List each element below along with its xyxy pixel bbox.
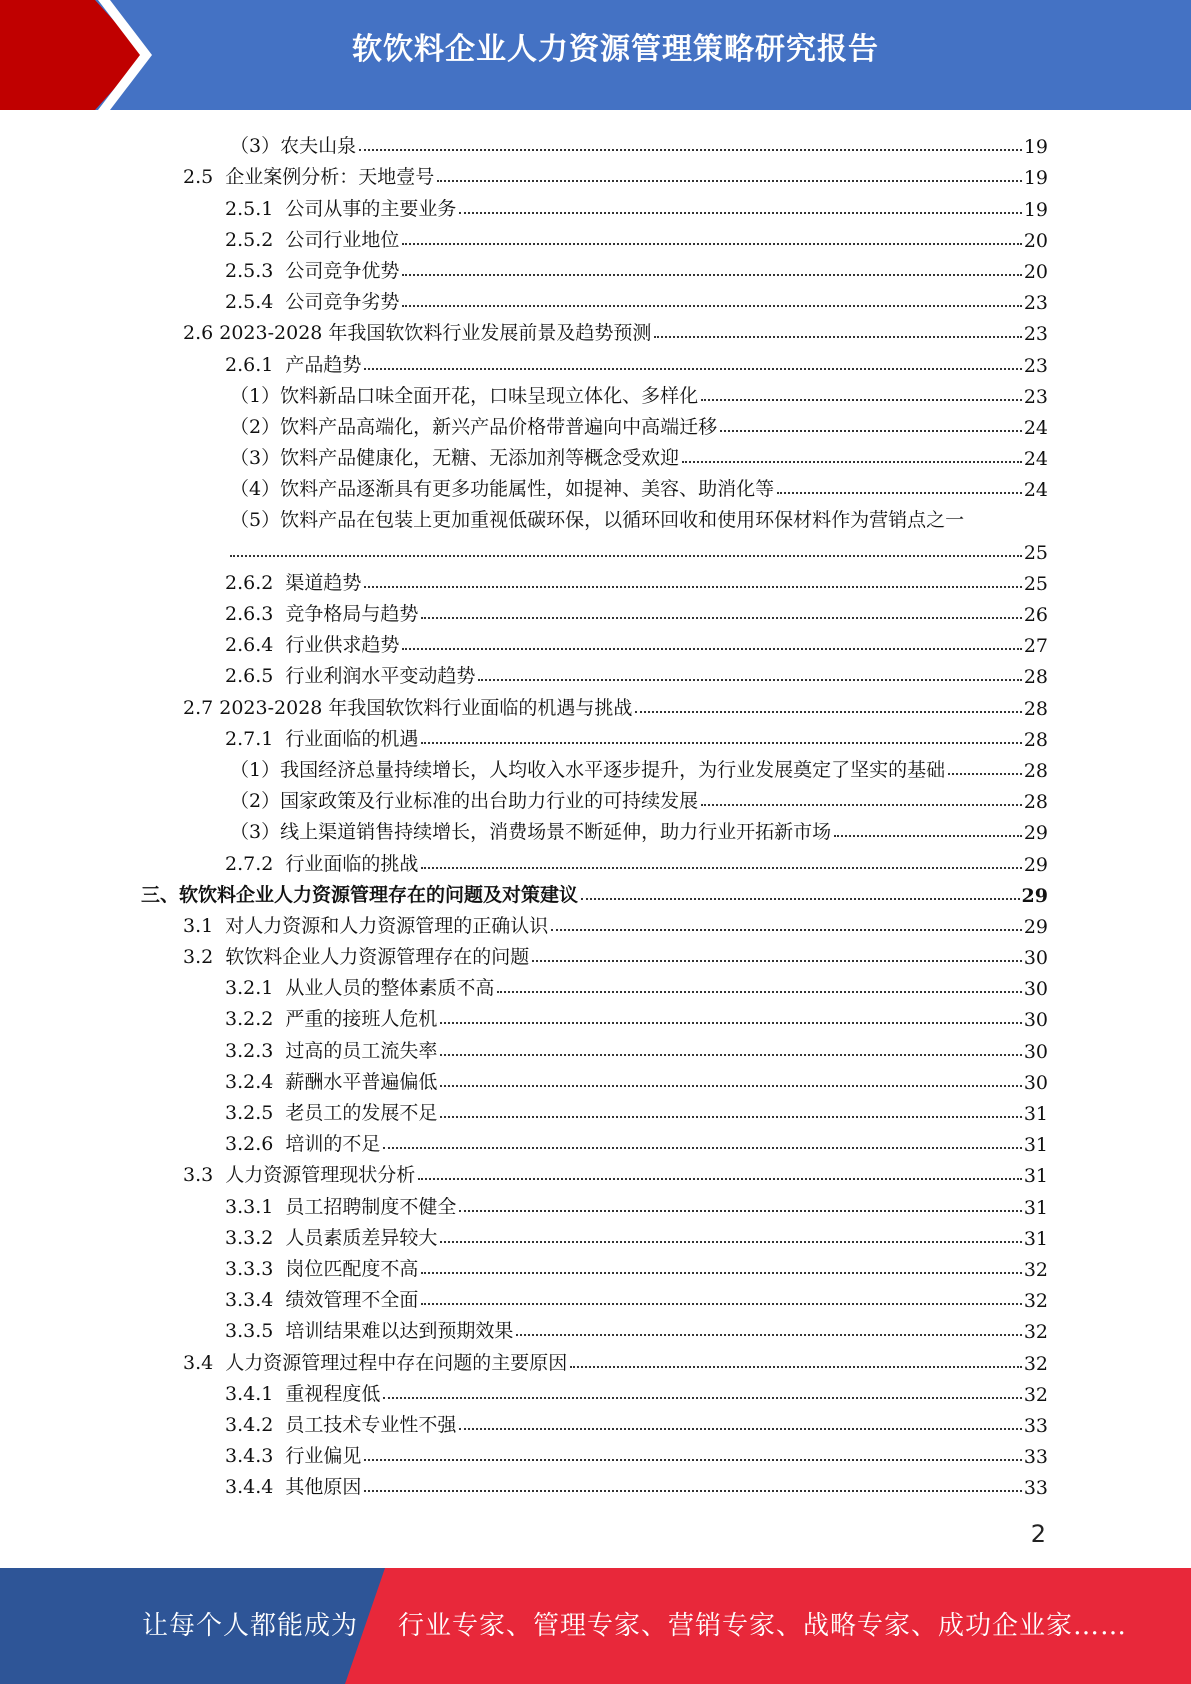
toc-dot-leader (440, 1022, 1021, 1024)
toc-entry-label: 2.5.2 公司行业地位 (225, 228, 400, 251)
toc-entry-page: 25 (1023, 541, 1048, 564)
toc-entry[interactable] (0, 408, 1191, 439)
toc-entry[interactable] (0, 189, 1191, 220)
toc-entry-label: 2.6 2023-2028 年我国软饮料行业发展前景及趋势预测 (183, 322, 652, 345)
toc-entry-page: 30 (1023, 947, 1048, 970)
toc-dot-leader (402, 648, 1021, 650)
toc-entry[interactable] (0, 470, 1191, 501)
toc-entry[interactable] (0, 876, 1191, 907)
toc-dot-leader (516, 1334, 1021, 1336)
toc-entry[interactable] (0, 907, 1191, 938)
toc-entry-label: 3.4.2 员工技术专业性不强 (225, 1413, 457, 1436)
toc-entry[interactable] (0, 626, 1191, 657)
toc-dot-leader (532, 960, 1022, 962)
toc-entry-label: 2.6.1 产品趋势 (225, 353, 362, 376)
report-title: 软饮料企业人力资源管理策略研究报告 (352, 32, 879, 67)
toc-dot-leader (478, 679, 1021, 681)
toc-entry-page: 23 (1023, 323, 1048, 346)
toc-entry-label: 2.7.1 行业面临的机遇 (225, 727, 419, 750)
toc-dot-leader (834, 835, 1022, 837)
toc-entry-page: 30 (1023, 978, 1048, 1001)
toc-entry-page: 29 (1023, 915, 1048, 938)
toc-entry[interactable] (0, 501, 1191, 563)
toc-entry-label: （5）饮料产品在包装上更加重视低碳环保，以循环回收和使用环保材料作为营销点之一 (230, 509, 965, 532)
table-of-contents (0, 127, 1191, 1499)
toc-entry-label: 2.7.2 行业面临的挑战 (225, 852, 419, 875)
toc-entry-page: 19 (1023, 167, 1048, 190)
toc-entry-label: 2.6.4 行业供求趋势 (225, 634, 400, 657)
toc-dot-leader (682, 461, 1022, 463)
toc-entry[interactable] (0, 969, 1191, 1000)
footer-banner (0, 1568, 1191, 1684)
toc-entry[interactable] (0, 158, 1191, 189)
toc-entry[interactable] (0, 221, 1191, 252)
toc-entry-page: 32 (1023, 1321, 1048, 1344)
toc-entry-label: 3.2.5 老员工的发展不足 (225, 1102, 438, 1125)
toc-entry-page: 27 (1023, 635, 1048, 658)
toc-dot-leader (418, 1178, 1022, 1180)
toc-entry-label: 3.3.4 绩效管理不全面 (225, 1289, 419, 1312)
toc-entry-page: 31 (1023, 1196, 1048, 1219)
toc-entry[interactable] (0, 1125, 1191, 1156)
toc-entry[interactable] (0, 657, 1191, 688)
toc-dot-leader (402, 274, 1021, 276)
toc-entry-label: 3.3.3 岗位匹配度不高 (225, 1257, 419, 1280)
toc-entry-page: 31 (1023, 1134, 1048, 1157)
toc-dot-leader (421, 1303, 1021, 1305)
toc-entry-page: 32 (1023, 1383, 1048, 1406)
toc-entry[interactable] (0, 377, 1191, 408)
toc-entry[interactable] (0, 564, 1191, 595)
toc-entry-label: （1）饮料新品口味全面开花，口味呈现立体化、多样化 (230, 384, 699, 407)
toc-entry-label: 三、软饮料企业人力资源管理存在的问题及对策建议 (141, 883, 579, 906)
toc-entry-page: 28 (1023, 697, 1048, 720)
toc-entry-label: 3.3.1 员工招聘制度不健全 (225, 1195, 457, 1218)
toc-dot-leader (421, 617, 1021, 619)
toc-entry-label: （3）农夫山泉 (230, 135, 357, 158)
toc-dot-leader (459, 212, 1021, 214)
toc-entry-label: 3.4.1 重视程度低 (225, 1382, 381, 1405)
toc-entry[interactable] (0, 1219, 1191, 1250)
toc-dot-leader (440, 1116, 1021, 1118)
toc-entry-page: 28 (1023, 728, 1048, 751)
toc-dot-leader (421, 742, 1021, 744)
toc-entry-label: 3.3.5 培训结果难以达到预期效果 (225, 1320, 514, 1343)
toc-entry-page: 33 (1023, 1414, 1048, 1437)
toc-entry-label: 2.5.3 公司竞争优势 (225, 259, 400, 282)
toc-entry-label: 3.3 人力资源管理现状分析 (183, 1164, 416, 1187)
toc-entry-label: （2）国家政策及行业标准的出台助力行业的可持续发展 (230, 790, 699, 813)
toc-entry[interactable] (0, 1031, 1191, 1062)
toc-entry-label: 2.7 2023-2028 年我国软饮料行业面临的机遇与挑战 (183, 696, 633, 719)
toc-entry-label: 2.5.4 公司竞争劣势 (225, 291, 400, 314)
toc-entry-page: 31 (1023, 1165, 1048, 1188)
toc-entry[interactable] (0, 720, 1191, 751)
toc-entry[interactable] (0, 1343, 1191, 1374)
toc-entry[interactable] (0, 1250, 1191, 1281)
toc-dot-leader (364, 1459, 1021, 1461)
toc-dot-leader (359, 149, 1022, 151)
toc-entry-label: 2.5 企业案例分析：天地壹号 (183, 166, 435, 189)
toc-entry-page: 29 (1023, 822, 1048, 845)
toc-dot-leader (230, 555, 1022, 557)
toc-entry[interactable] (0, 844, 1191, 875)
toc-entry-page: 28 (1023, 666, 1048, 689)
toc-entry-page: 26 (1023, 604, 1048, 627)
toc-entry-label: 3.4.4 其他原因 (225, 1476, 362, 1499)
toc-dot-leader (364, 586, 1021, 588)
toc-entry-label: 2.5.1 公司从事的主要业务 (225, 197, 457, 220)
toc-entry-label: 3.2.6 培训的不足 (225, 1133, 381, 1156)
toc-dot-leader (421, 1272, 1021, 1274)
toc-entry[interactable] (0, 938, 1191, 969)
toc-entry-page: 20 (1023, 229, 1048, 252)
page-number: 2 (1030, 1520, 1046, 1548)
toc-dot-leader (720, 430, 1022, 432)
toc-entry[interactable] (0, 1094, 1191, 1125)
toc-dot-leader (364, 368, 1021, 370)
toc-dot-leader (421, 867, 1021, 869)
toc-entry-label: 3.2 软饮料企业人力资源管理存在的问题 (183, 946, 530, 969)
toc-entry-page: 23 (1023, 354, 1048, 377)
toc-entry[interactable] (0, 782, 1191, 813)
toc-entry-label: （2）饮料产品高端化，新兴产品价格带普遍向中高端迁移 (230, 415, 718, 438)
toc-entry-label: 3.2.2 严重的接班人危机 (225, 1008, 438, 1031)
header-banner (0, 0, 1191, 110)
toc-dot-leader (654, 336, 1021, 338)
toc-entry-page: 28 (1023, 759, 1048, 782)
toc-entry-page: 30 (1023, 1040, 1048, 1063)
toc-entry[interactable] (0, 813, 1191, 844)
toc-dot-leader (383, 1397, 1021, 1399)
toc-entry-label: 3.4.3 行业偏见 (225, 1445, 362, 1468)
toc-dot-leader (948, 773, 1022, 775)
toc-entry[interactable] (0, 345, 1191, 376)
toc-entry-label: 3.1 对人力资源和人力资源管理的正确认识 (183, 914, 549, 937)
footer-slogan-left: 让每个人都能成为 (142, 1611, 359, 1641)
toc-entry-label: 3.2.4 薪酬水平普遍偏低 (225, 1070, 438, 1093)
toc-entry[interactable] (0, 1406, 1191, 1437)
toc-dot-leader (570, 1366, 1022, 1368)
toc-entry-page: 29 (1021, 884, 1048, 907)
toc-entry-page: 32 (1023, 1290, 1048, 1313)
toc-entry-page: 19 (1023, 198, 1048, 221)
toc-entry[interactable] (0, 1468, 1191, 1499)
toc-entry[interactable] (0, 127, 1191, 158)
toc-entry-page: 23 (1023, 385, 1048, 408)
toc-entry-page: 25 (1023, 572, 1048, 595)
toc-entry-label: （1）我国经济总量持续增长，人均收入水平逐步提升，为行业发展奠定了坚实的基础 (230, 758, 946, 781)
toc-dot-leader (777, 492, 1022, 494)
toc-entry[interactable] (0, 688, 1191, 719)
toc-entry-label: 3.2.1 从业人员的整体素质不高 (225, 977, 495, 1000)
toc-entry-label: 2.6.2 渠道趋势 (225, 571, 362, 594)
toc-entry[interactable] (0, 595, 1191, 626)
toc-entry-page: 31 (1023, 1103, 1048, 1126)
toc-dot-leader (440, 1054, 1021, 1056)
toc-entry-label: （4）饮料产品逐渐具有更多功能属性，如提神、美容、助消化等 (230, 478, 775, 501)
toc-entry-page: 31 (1023, 1227, 1048, 1250)
toc-dot-leader (551, 929, 1022, 931)
toc-dot-leader (383, 1147, 1021, 1149)
toc-entry-page: 33 (1023, 1446, 1048, 1469)
toc-entry-label: 3.4 人力资源管理过程中存在问题的主要原因 (183, 1351, 568, 1374)
toc-entry-page: 30 (1023, 1009, 1048, 1032)
toc-entry-page: 29 (1023, 853, 1048, 876)
toc-entry-page: 30 (1023, 1071, 1048, 1094)
toc-entry-label: 2.6.3 竞争格局与趋势 (225, 603, 419, 626)
toc-dot-leader (364, 1490, 1021, 1492)
toc-entry-label: 3.2.3 过高的员工流失率 (225, 1039, 438, 1062)
toc-dot-leader (440, 1241, 1021, 1243)
toc-entry-page: 24 (1023, 416, 1048, 439)
toc-entry[interactable] (0, 1375, 1191, 1406)
toc-entry[interactable] (0, 1063, 1191, 1094)
toc-dot-leader (402, 243, 1021, 245)
toc-entry[interactable] (0, 252, 1191, 283)
toc-dot-leader (497, 991, 1021, 993)
toc-entry-page: 19 (1023, 136, 1048, 159)
toc-entry[interactable] (0, 283, 1191, 314)
toc-dot-leader (701, 804, 1022, 806)
toc-entry-page: 32 (1023, 1258, 1048, 1281)
toc-entry-page: 32 (1023, 1352, 1048, 1375)
toc-dot-leader (459, 1210, 1021, 1212)
toc-dot-leader (402, 305, 1021, 307)
toc-entry[interactable] (0, 1281, 1191, 1312)
toc-entry-page: 24 (1023, 448, 1048, 471)
toc-entry-label: （3）饮料产品健康化，无糖、无添加剂等概念受欢迎 (230, 447, 680, 470)
toc-dot-leader (459, 1428, 1021, 1430)
toc-entry-page: 20 (1023, 260, 1048, 283)
toc-entry-label: 3.3.2 人员素质差异较大 (225, 1226, 438, 1249)
toc-dot-leader (440, 1085, 1021, 1087)
toc-entry-label: （3）线上渠道销售持续增长，消费场景不断延伸，助力行业开拓新市场 (230, 821, 832, 844)
toc-entry-page: 23 (1023, 292, 1048, 315)
toc-entry-page: 28 (1023, 791, 1048, 814)
toc-entry[interactable] (0, 314, 1191, 345)
toc-entry-page: 33 (1023, 1477, 1048, 1500)
toc-entry[interactable] (0, 1437, 1191, 1468)
toc-dot-leader (701, 399, 1022, 401)
toc-entry[interactable] (0, 439, 1191, 470)
toc-entry[interactable] (0, 1187, 1191, 1218)
toc-dot-leader (635, 711, 1021, 713)
toc-entry-page: 24 (1023, 479, 1048, 502)
footer-slogan-right: 行业专家、管理专家、营销专家、战略专家、成功企业家…… (398, 1611, 1128, 1641)
toc-dot-leader (437, 180, 1022, 182)
toc-entry[interactable] (0, 751, 1191, 782)
toc-entry[interactable] (0, 1000, 1191, 1031)
toc-dot-leader (581, 898, 1020, 900)
toc-entry-label: 2.6.5 行业利润水平变动趋势 (225, 665, 476, 688)
toc-entry[interactable] (0, 1156, 1191, 1187)
toc-entry[interactable] (0, 1312, 1191, 1343)
